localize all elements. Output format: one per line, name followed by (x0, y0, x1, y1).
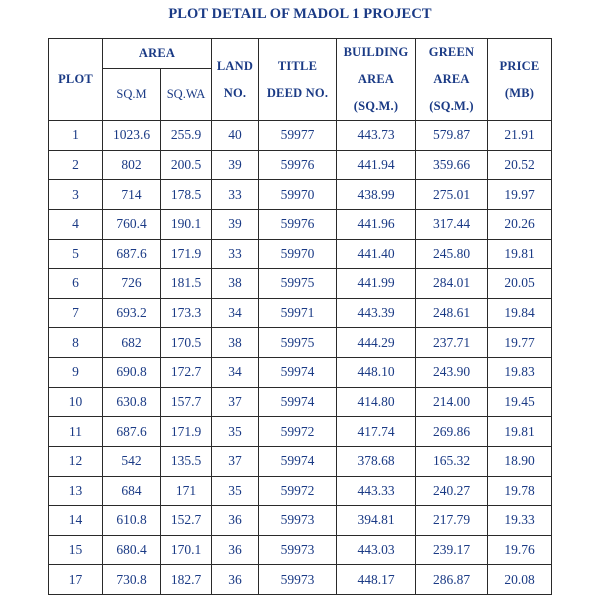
table-row (49, 446, 552, 476)
cell-price: 19.76 (488, 535, 552, 565)
table-row (49, 328, 552, 358)
cell-green-area: 579.87 (416, 121, 488, 151)
table-row (49, 476, 552, 506)
cell-area-sqwa: 157.7 (161, 387, 212, 417)
table-row (49, 506, 552, 536)
cell-area-sqwa: 178.5 (161, 180, 212, 210)
cell-land-no: 36 (212, 565, 259, 595)
cell-plot: 11 (49, 417, 103, 447)
cell-building-area: 417.74 (337, 417, 416, 447)
cell-building-area: 441.40 (337, 239, 416, 269)
cell-area-sqwa: 190.1 (161, 209, 212, 239)
cell-area-sqwa: 171.9 (161, 239, 212, 269)
cell-plot: 9 (49, 358, 103, 388)
header-green-line3: (SQ.M.) (429, 99, 474, 113)
table-row (49, 269, 552, 299)
cell-area-sqm: 802 (103, 150, 161, 180)
cell-plot: 4 (49, 209, 103, 239)
cell-building-area: 441.94 (337, 150, 416, 180)
table-row (49, 387, 552, 417)
cell-area-sqwa: 171 (161, 476, 212, 506)
header-price (488, 39, 552, 121)
cell-land-no: 33 (212, 180, 259, 210)
cell-title-deed-no: 59974 (259, 446, 337, 476)
header-area-sqwa: SQ.WA (161, 69, 212, 121)
cell-area-sqwa: 172.7 (161, 358, 212, 388)
cell-building-area: 394.81 (337, 506, 416, 536)
table-body (49, 121, 552, 595)
cell-price: 19.78 (488, 476, 552, 506)
table-row (49, 417, 552, 447)
header-green-area (416, 39, 488, 121)
cell-title-deed-no: 59975 (259, 328, 337, 358)
cell-green-area: 286.87 (416, 565, 488, 595)
table-row (49, 565, 552, 595)
header-title-deed-no (259, 39, 337, 121)
cell-title-deed-no: 59970 (259, 239, 337, 269)
header-plot: PLOT (49, 39, 103, 121)
cell-green-area: 269.86 (416, 417, 488, 447)
cell-green-area: 214.00 (416, 387, 488, 417)
cell-title-deed-no: 59973 (259, 506, 337, 536)
cell-building-area: 448.17 (337, 565, 416, 595)
cell-area-sqm: 630.8 (103, 387, 161, 417)
table-row (49, 121, 552, 151)
table-row (49, 180, 552, 210)
cell-area-sqwa: 182.7 (161, 565, 212, 595)
cell-green-area: 165.32 (416, 446, 488, 476)
cell-land-no: 34 (212, 358, 259, 388)
cell-plot: 1 (49, 121, 103, 151)
cell-price: 18.90 (488, 446, 552, 476)
cell-price: 19.83 (488, 358, 552, 388)
cell-plot: 17 (49, 565, 103, 595)
cell-green-area: 240.27 (416, 476, 488, 506)
table-row (49, 358, 552, 388)
cell-plot: 3 (49, 180, 103, 210)
cell-price: 19.81 (488, 239, 552, 269)
header-building-line1: BUILDING (343, 45, 409, 59)
cell-green-area: 275.01 (416, 180, 488, 210)
cell-title-deed-no: 59972 (259, 476, 337, 506)
cell-area-sqm: 542 (103, 446, 161, 476)
cell-land-no: 39 (212, 209, 259, 239)
plot-detail-table (48, 38, 552, 595)
cell-price: 21.91 (488, 121, 552, 151)
cell-building-area: 448.10 (337, 358, 416, 388)
cell-green-area: 243.90 (416, 358, 488, 388)
cell-building-area: 444.29 (337, 328, 416, 358)
cell-price: 19.77 (488, 328, 552, 358)
cell-area-sqm: 1023.6 (103, 121, 161, 151)
header-building-area (337, 39, 416, 121)
cell-green-area: 248.61 (416, 298, 488, 328)
cell-land-no: 39 (212, 150, 259, 180)
header-title-line2: DEED NO. (266, 85, 329, 100)
cell-title-deed-no: 59973 (259, 535, 337, 565)
cell-area-sqwa: 173.3 (161, 298, 212, 328)
cell-green-area: 359.66 (416, 150, 488, 180)
cell-price: 19.84 (488, 298, 552, 328)
header-price-line1: PRICE (499, 58, 540, 73)
header-price-line2: (MB) (504, 85, 535, 100)
cell-area-sqm: 684 (103, 476, 161, 506)
cell-building-area: 443.73 (337, 121, 416, 151)
cell-building-area: 441.96 (337, 209, 416, 239)
header-title-line1: TITLE (277, 58, 318, 73)
cell-plot: 14 (49, 506, 103, 536)
header-land-line2: NO. (223, 85, 247, 100)
cell-land-no: 38 (212, 269, 259, 299)
cell-area-sqwa: 181.5 (161, 269, 212, 299)
cell-area-sqwa: 135.5 (161, 446, 212, 476)
cell-building-area: 414.80 (337, 387, 416, 417)
table-row (49, 239, 552, 269)
cell-building-area: 378.68 (337, 446, 416, 476)
cell-plot: 2 (49, 150, 103, 180)
table-row (49, 209, 552, 239)
header-area: AREA (103, 39, 212, 69)
cell-green-area: 239.17 (416, 535, 488, 565)
cell-land-no: 36 (212, 506, 259, 536)
cell-green-area: 284.01 (416, 269, 488, 299)
cell-plot: 15 (49, 535, 103, 565)
cell-plot: 12 (49, 446, 103, 476)
cell-land-no: 37 (212, 446, 259, 476)
cell-title-deed-no: 59977 (259, 121, 337, 151)
cell-area-sqm: 693.2 (103, 298, 161, 328)
cell-area-sqm: 690.8 (103, 358, 161, 388)
cell-building-area: 441.99 (337, 269, 416, 299)
cell-title-deed-no: 59974 (259, 358, 337, 388)
cell-title-deed-no: 59973 (259, 565, 337, 595)
cell-price: 19.45 (488, 387, 552, 417)
cell-title-deed-no: 59970 (259, 180, 337, 210)
cell-title-deed-no: 59974 (259, 387, 337, 417)
header-building-line2: AREA (357, 72, 395, 86)
cell-area-sqm: 687.6 (103, 417, 161, 447)
cell-green-area: 317.44 (416, 209, 488, 239)
cell-title-deed-no: 59975 (259, 269, 337, 299)
cell-title-deed-no: 59972 (259, 417, 337, 447)
cell-area-sqm: 687.6 (103, 239, 161, 269)
cell-land-no: 38 (212, 328, 259, 358)
cell-price: 19.33 (488, 506, 552, 536)
cell-land-no: 33 (212, 239, 259, 269)
cell-price: 20.05 (488, 269, 552, 299)
header-building-line3: (SQ.M.) (353, 99, 399, 113)
cell-building-area: 438.99 (337, 180, 416, 210)
header-green-line1: GREEN (428, 45, 475, 59)
cell-land-no: 35 (212, 476, 259, 506)
cell-land-no: 34 (212, 298, 259, 328)
cell-price: 19.97 (488, 180, 552, 210)
page-title: PLOT DETAIL OF MADOL 1 PROJECT (168, 6, 432, 22)
header-land-line1: LAND (216, 58, 254, 73)
cell-price: 19.81 (488, 417, 552, 447)
table-row (49, 150, 552, 180)
cell-green-area: 237.71 (416, 328, 488, 358)
header-green-line2: AREA (433, 72, 470, 86)
cell-area-sqwa: 170.5 (161, 328, 212, 358)
cell-area-sqwa: 200.5 (161, 150, 212, 180)
cell-area-sqwa: 170.1 (161, 535, 212, 565)
cell-price: 20.52 (488, 150, 552, 180)
cell-building-area: 443.03 (337, 535, 416, 565)
cell-plot: 13 (49, 476, 103, 506)
table-row (49, 298, 552, 328)
cell-building-area: 443.33 (337, 476, 416, 506)
cell-plot: 7 (49, 298, 103, 328)
cell-price: 20.08 (488, 565, 552, 595)
cell-area-sqm: 680.4 (103, 535, 161, 565)
cell-area-sqm: 610.8 (103, 506, 161, 536)
cell-land-no: 37 (212, 387, 259, 417)
cell-plot: 6 (49, 269, 103, 299)
cell-area-sqm: 714 (103, 180, 161, 210)
cell-building-area: 443.39 (337, 298, 416, 328)
cell-price: 20.26 (488, 209, 552, 239)
cell-plot: 10 (49, 387, 103, 417)
cell-area-sqwa: 171.9 (161, 417, 212, 447)
cell-title-deed-no: 59976 (259, 209, 337, 239)
cell-area-sqwa: 152.7 (161, 506, 212, 536)
cell-title-deed-no: 59971 (259, 298, 337, 328)
header-land-no (212, 39, 259, 121)
cell-title-deed-no: 59976 (259, 150, 337, 180)
cell-green-area: 217.79 (416, 506, 488, 536)
cell-area-sqm: 726 (103, 269, 161, 299)
cell-land-no: 36 (212, 535, 259, 565)
cell-plot: 8 (49, 328, 103, 358)
cell-land-no: 35 (212, 417, 259, 447)
cell-area-sqm: 682 (103, 328, 161, 358)
cell-area-sqwa: 255.9 (161, 121, 212, 151)
cell-land-no: 40 (212, 121, 259, 151)
cell-area-sqm: 730.8 (103, 565, 161, 595)
cell-area-sqm: 760.4 (103, 209, 161, 239)
table-row (49, 535, 552, 565)
cell-plot: 5 (49, 239, 103, 269)
header-area-sqm: SQ.M (103, 69, 161, 121)
cell-green-area: 245.80 (416, 239, 488, 269)
